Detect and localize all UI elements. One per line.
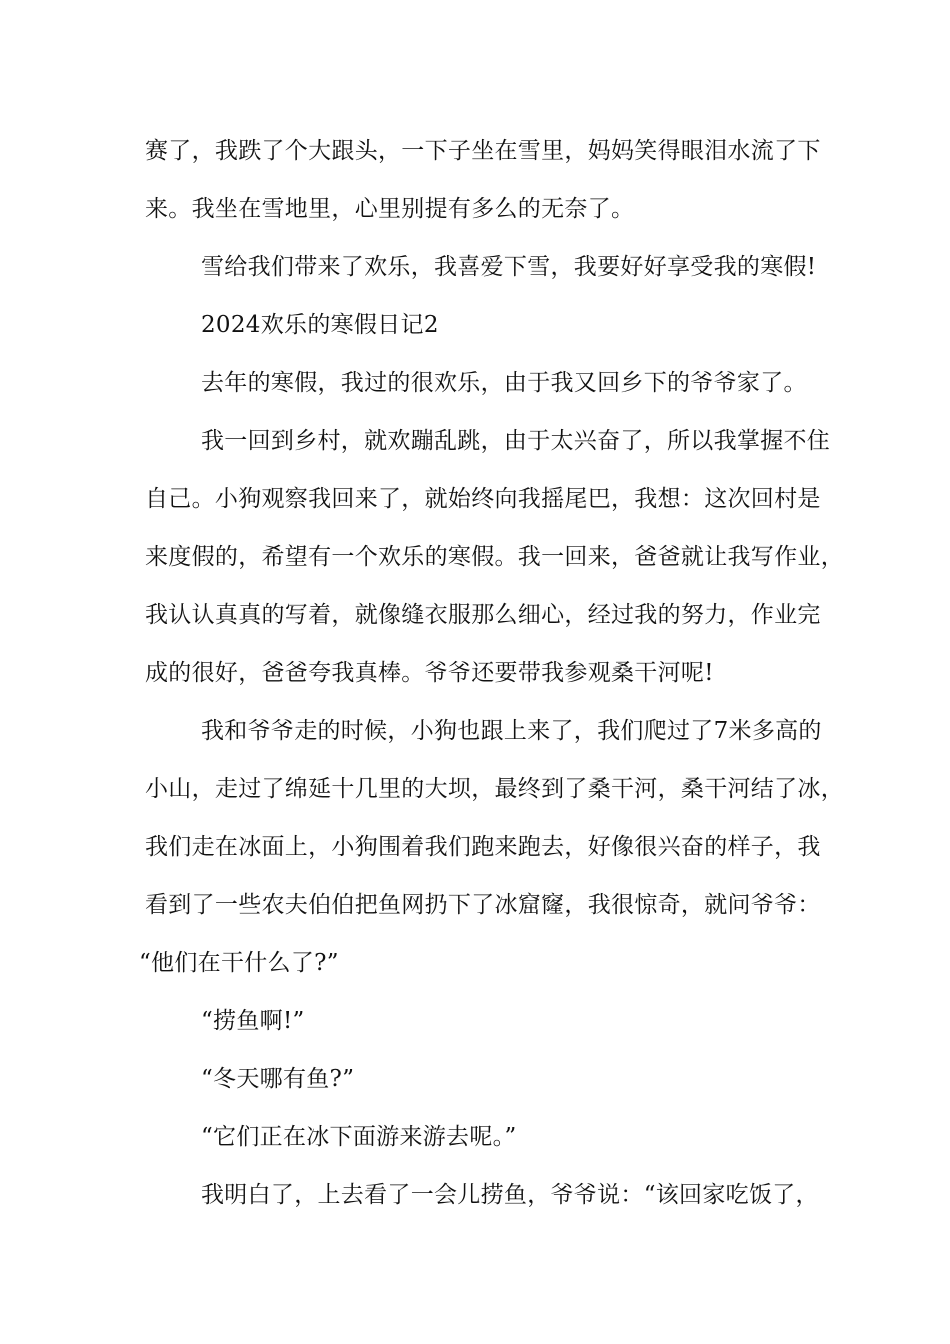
dialogue-line: “他们在干什么了?” (139, 950, 339, 976)
section-heading: 2024欢乐的寒假日记2 (201, 312, 439, 338)
text-line: 自己。小狗观察我回来了，就始终向我摇尾巴，我想：这次回村是 (145, 486, 821, 512)
text-line: 来度假的，希望有一个欢乐的寒假。我一回来，爸爸就让我写作业， (145, 544, 844, 570)
body-text (139, 127, 844, 1229)
text-line: 来。我坐在雪地里，心里别提有多么的无奈了。 (145, 196, 635, 222)
dialogue-line: “捞鱼啊!” (201, 1008, 305, 1034)
text-line: 雪给我们带来了欢乐，我喜爱下雪，我要好好享受我的寒假! (201, 254, 817, 280)
text-line: 我一回到乡村，就欢蹦乱跳，由于太兴奋了，所以我掌握不住 (201, 428, 831, 454)
text-line: 我和爷爷走的时候，小狗也跟上来了，我们爬过了7米多高的 (201, 718, 822, 744)
text-line: 成的很好，爸爸夸我真棒。爷爷还要带我参观桑干河呢! (145, 660, 714, 686)
text-line: 看到了一些农夫伯伯把鱼网扔下了冰窟窿，我很惊奇，就问爷爷： (145, 892, 821, 918)
dialogue-line: “它们正在冰下面游来游去呢。” (201, 1124, 517, 1150)
text-line: 我认认真真的写着，就像缝衣服那么细心，经过我的努力，作业完 (145, 602, 821, 628)
text-line: 去年的寒假，我过的很欢乐，由于我又回乡下的爷爷家了。 (201, 370, 807, 396)
text-line: 我明白了，上去看了一会儿捞鱼，爷爷说：“该回家吃饭了， (201, 1182, 819, 1208)
text-line: 小山，走过了绵延十几里的大坝，最终到了桑干河，桑干河结了冰， (145, 776, 844, 802)
text-line: 赛了，我跌了个大跟头，一下子坐在雪里，妈妈笑得眼泪水流了下 (145, 138, 821, 164)
text-line: 我们走在冰面上，小狗围着我们跑来跑去，好像很兴奋的样子，我 (145, 834, 821, 860)
dialogue-line: “冬天哪有鱼?” (201, 1066, 355, 1092)
